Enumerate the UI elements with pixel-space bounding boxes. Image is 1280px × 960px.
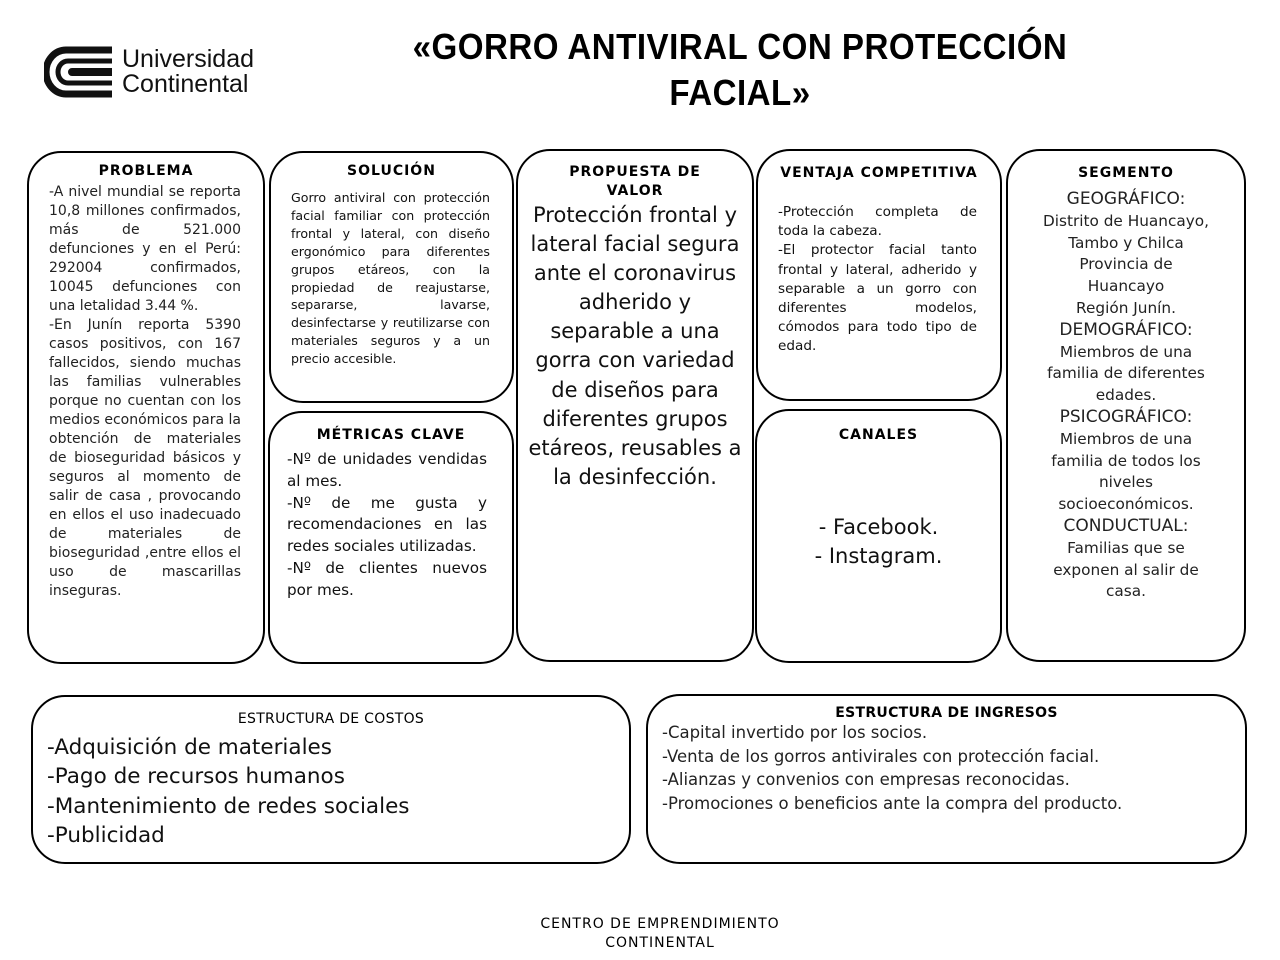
- metrica-item: -Nº de clientes nuevos por mes.: [287, 558, 487, 599]
- problema-title: PROBLEMA: [98, 163, 194, 179]
- estructura-ingresos-block: [646, 694, 1247, 864]
- costo-item: -Pago de recursos humanos: [47, 764, 345, 790]
- footer-line1: CENTRO DE EMPRENDIMIENTO: [540, 916, 780, 932]
- ingreso-item: -Capital invertido por los socios.: [662, 723, 928, 742]
- segmento-line: Miembros de una: [1059, 342, 1193, 361]
- footer: [470, 915, 850, 953]
- segmento-line: Miembros de una: [1059, 429, 1193, 448]
- segmento-heading-geografico: GEOGRÁFICO:: [1066, 189, 1186, 209]
- segmento-line: Provincia de: [1079, 255, 1173, 274]
- estructura-costos-block: [31, 695, 631, 864]
- propuesta-title-line1: PROPUESTA DE: [569, 164, 701, 180]
- canales-title: CANALES: [838, 427, 919, 443]
- costo-item: -Publicidad: [47, 822, 165, 848]
- costo-item: -Mantenimiento de redes sociales: [47, 793, 410, 819]
- metrica-item: -Nº de unidades vendidas al mes.: [287, 450, 487, 490]
- problema-paragraph: -En Junín reporta 5390 casos positivos, con 167 fallecidos, siendo muchas las familias vulnerables porque no cuentan con los medios económicos para la obtención de materiales de bioseguridad básicos y seguros al momento de salir de casa , provocando en ellos el uso inadecuado de materiales de bioseguridad ,entre ellos el uso de mascarillas inseguras.: [49, 317, 241, 599]
- ventaja-title: VENTAJA COMPETITIVA: [780, 165, 978, 181]
- ventaja-competitiva-block: [756, 149, 1002, 401]
- propuesta-title-line2: VALOR: [606, 183, 664, 199]
- solucion-title: SOLUCIÓN: [347, 163, 436, 179]
- canales-block: [755, 409, 1002, 663]
- costo-item: -Adquisición de materiales: [47, 735, 332, 760]
- segmento-line: niveles: [1098, 473, 1154, 492]
- propuesta-valor-block: [516, 149, 754, 662]
- segmento-line: familia de todos los: [1051, 451, 1201, 470]
- problema-paragraph: -A nivel mundial se reporta 10,8 millones confirmados, más de 521.000 defunciones y en el Perú: 292004 confirmados, 10045 defunciones con una letalidad 3.44 %.: [49, 184, 241, 314]
- segmento-line: edades.: [1095, 386, 1157, 405]
- segmento-line: Familias que se: [1067, 538, 1185, 557]
- segmento-heading-conductual: CONDUCTUAL:: [1063, 515, 1189, 536]
- solucion-text: Gorro antiviral con protección facial familiar con protección frontal y lateral, con diseño ergonómico para diferentes grupos etáreos, con la propiedad de reajustarse, separarse, lavarse, desinfectarse y reutilizarse con materiales seguros y a un precio accesible.: [291, 190, 490, 367]
- segmento-heading-demografico: DEMOGRÁFICO:: [1059, 319, 1193, 340]
- problema-block: [27, 151, 265, 664]
- logo-text-line1: Universidad: [122, 45, 255, 73]
- footer-line2: CONTINENTAL: [605, 935, 715, 951]
- segmento-line: casa.: [1106, 582, 1146, 601]
- segmento-title: SEGMENTO: [1078, 165, 1174, 181]
- costos-title: ESTRUCTURA DE COSTOS: [237, 711, 425, 727]
- ventaja-item: -Protección completa de toda la cabeza.: [778, 204, 977, 240]
- segmento-line: Distrito de Huancayo,: [1042, 211, 1210, 230]
- ingreso-item: -Venta de los gorros antivirales con protección facial.: [662, 746, 1100, 766]
- segmento-heading-psicografico: PSICOGRÁFICO:: [1059, 406, 1193, 427]
- segmento-line: familia de diferentes: [1047, 364, 1205, 383]
- canal-item-facebook: - Facebook.: [818, 515, 939, 539]
- solucion-block: [269, 151, 514, 403]
- universidad-continental-logo-icon: [44, 46, 114, 98]
- university-logo: [44, 44, 284, 100]
- ventaja-item: -El protector facial tanto frontal y lateral, adherido y separable a un gorro con diferentes modelos, cómodos para todo tipo de edad.: [778, 242, 977, 355]
- metrica-item: -Nº de me gusta y recomendaciones en las redes sociales utilizadas.: [287, 493, 487, 556]
- metricas-title: MÉTRICAS CLAVE: [316, 427, 466, 443]
- propuesta-text: Protección frontal y lateral facial segura ante el coronavirus adherido y separable a una gorra con variedad de diseños para diferentes grupos etáreos, reusables a la desinfección.: [528, 203, 742, 489]
- canal-item-instagram: - Instagram.: [814, 544, 943, 568]
- segmento-block: [1006, 149, 1246, 662]
- segmento-line: Región Junín.: [1076, 298, 1176, 317]
- ingreso-item: -Alianzas y convenios con empresas reconocidas.: [662, 770, 1070, 789]
- ingresos-title: ESTRUCTURA DE INGRESOS: [835, 705, 1058, 721]
- page-title: «GORRO ANTIVIRAL CON PROTECCIÓN FACIAL»: [412, 26, 1068, 113]
- metricas-clave-block: [268, 411, 514, 664]
- logo-text-line2: Continental: [122, 70, 249, 98]
- ingreso-item: -Promociones o beneficios ante la compra del producto.: [662, 793, 1123, 813]
- segmento-line: exponen al salir de: [1053, 560, 1199, 579]
- segmento-line: Huancayo: [1087, 277, 1165, 296]
- segmento-line: socioeconómicos.: [1058, 495, 1194, 514]
- segmento-line: Tambo y Chilca: [1068, 233, 1184, 252]
